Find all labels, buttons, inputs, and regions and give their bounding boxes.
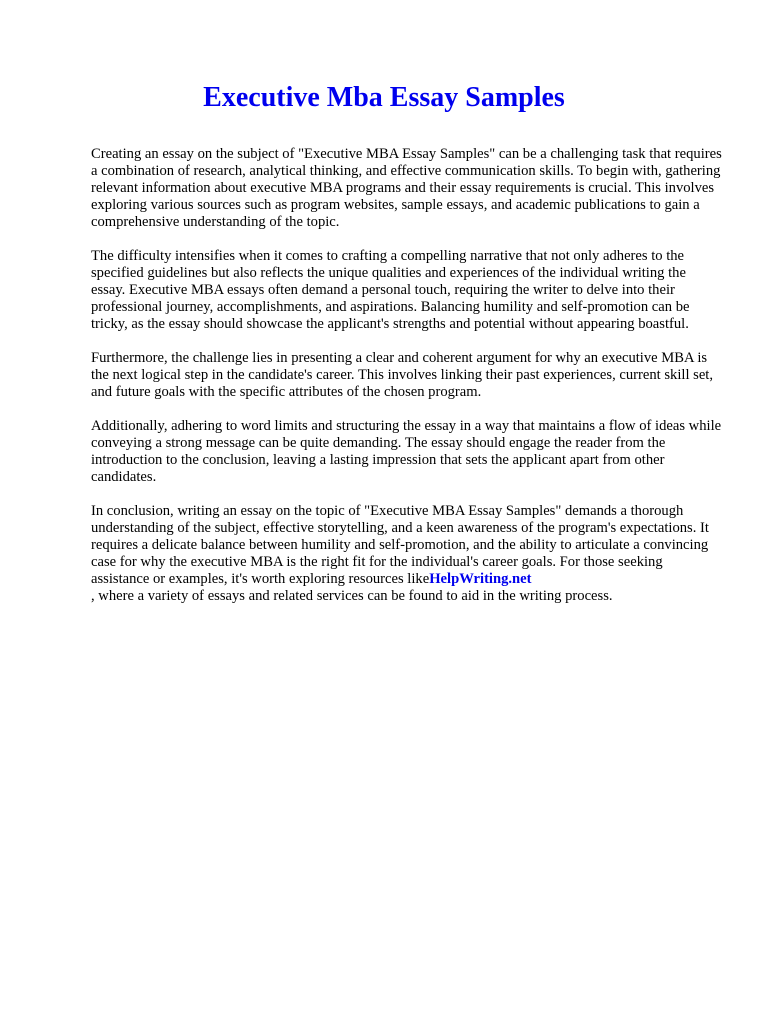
paragraph-word-limits: Additionally, adhering to word limits and structuring the essay in a way that maintains a flow of ideas while conveying a strong message can be quite demanding. The essay should engage the reader from the introduction to the conclusion, leaving a lasting impression that sets the applicant apart from other candidates.	[91, 418, 722, 485]
paragraph-conclusion	[91, 503, 723, 605]
paragraph-intro: Creating an essay on the subject of "Executive MBA Essay Samples" can be a challenging task that requires a combination of research, analytical thinking, and effective communication skills. To begin with, gathering relevant information about executive MBA programs and their essay requirements is crucial. This involves exploring various sources such as program websites, sample essays, and academic publications to gain a comprehensive understanding of the topic.	[91, 146, 722, 230]
paragraph-difficulty: The difficulty intensifies when it comes to crafting a compelling narrative that not only adheres to the specified guidelines but also reflects the unique qualities and experiences of the individual writing the essay. Executive MBA essays often demand a personal touch, requiring the writer to delve into their professional journey, accomplishments, and aspirations. Balancing humility and self-promotion can be tricky, as the essay should showcase the applicant's strengths and potential without appearing boastful.	[91, 248, 690, 332]
paragraph-argument: Furthermore, the challenge lies in presenting a clear and coherent argument for why an executive MBA is the next logical step in the candidate's career. This involves linking their past experiences, current skill set, and future goals with the specific attributes of the chosen program.	[91, 350, 714, 400]
page-title: Executive Mba Essay Samples	[203, 82, 565, 113]
essay-body	[91, 146, 723, 622]
conclusion-text: In conclusion, writing an essay on the topic of "Executive MBA Essay Samples" demands a thorough understanding of the subject, effective storytelling, and a keen awareness of the program's expectations. It requires a delicate balance between humility and self-promotion, and the ability to articulate a convincing case for why the executive MBA is the right fit for the individual's career goals. For those seeking assistance or examples, it's worth exploring resources like	[91, 503, 709, 587]
conclusion-text-end: , where a variety of essays and related services can be found to aid in the writing process.	[91, 588, 613, 604]
helpwriting-link[interactable]: HelpWriting.net	[429, 571, 532, 587]
